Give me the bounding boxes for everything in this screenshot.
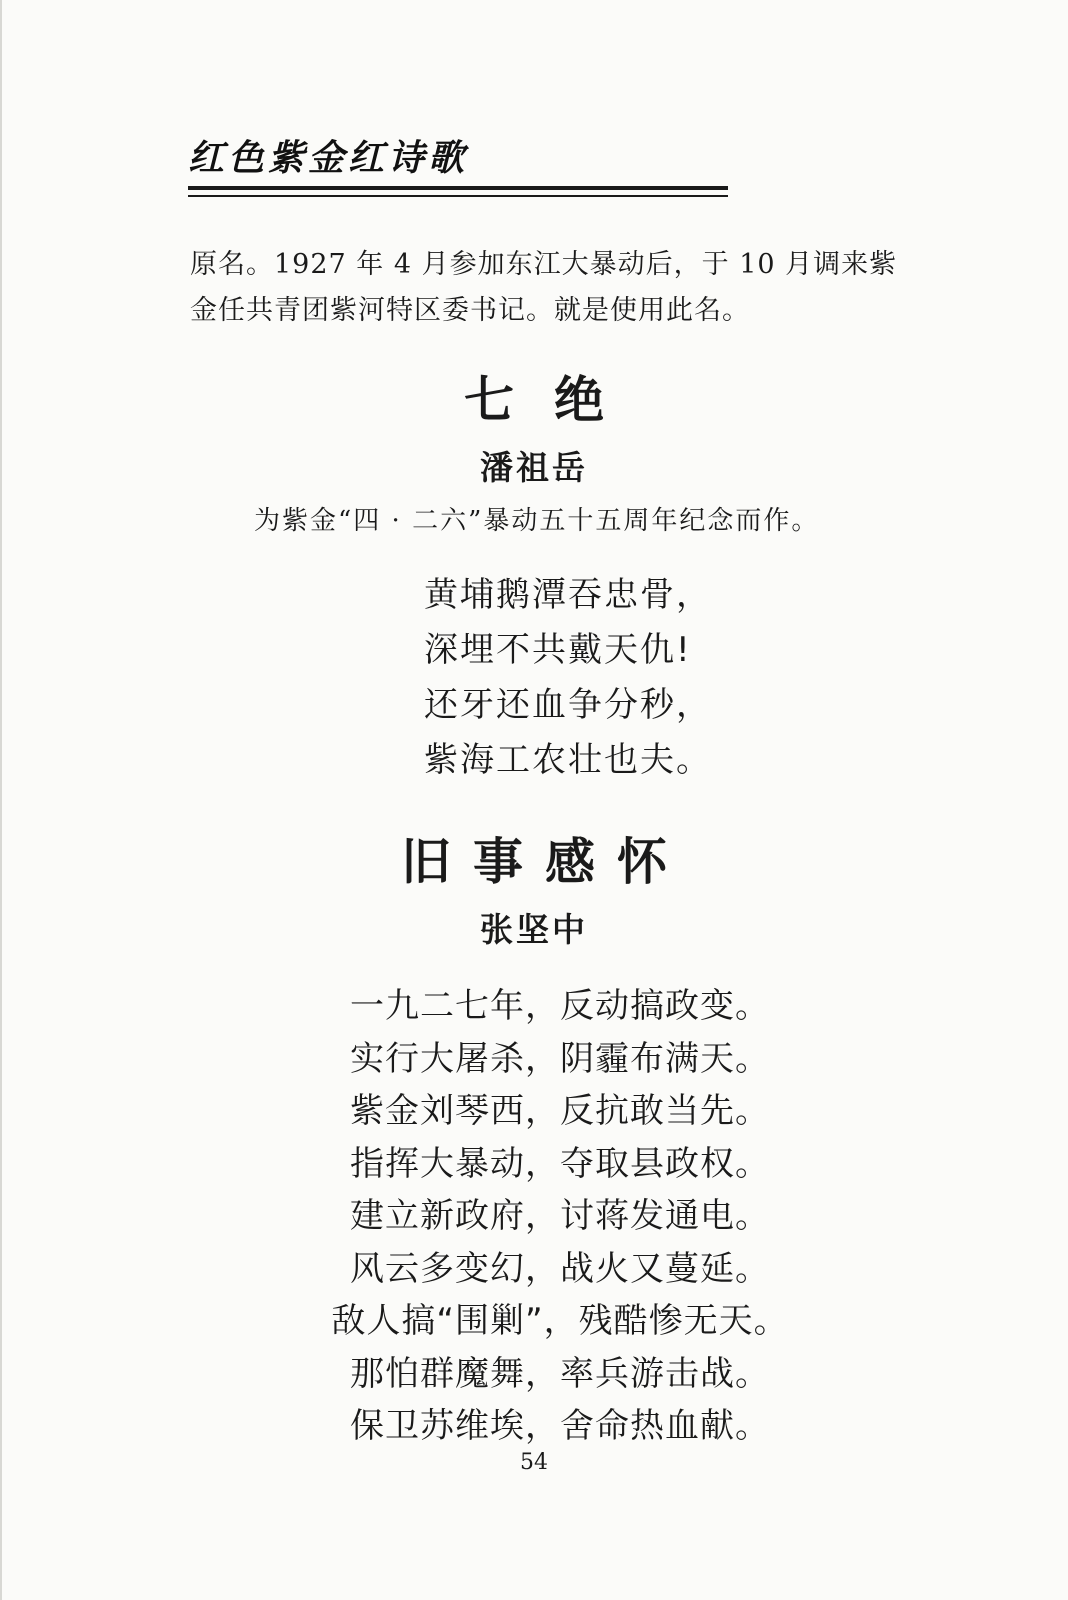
poem-title: 旧事感怀 [401,833,689,891]
poem-line: 敌人搞“围剿”，残酷惨无天。 [331,1301,789,1341]
poem-body [300,980,820,1453]
poem-line: 那怕群魔舞，率兵游击战。 [350,1353,770,1394]
poem-line: 风云多变幻，战火又蔓延。 [350,1248,770,1289]
poem-line: 指挥大暴动，夺取县政权。 [350,1143,770,1184]
prose-line: 金任共青团紫河特区委书记。就是使用此名。 [190,295,750,326]
poem-line: 实行大屠杀，阴霾布满天。 [350,1038,770,1079]
page-edge [0,0,2,1600]
poem-line: 紫海工农壮也夫。 [424,740,712,780]
poem-body [424,568,712,788]
poem-line: 一九二七年，反动搞政变。 [350,986,770,1026]
poem-line: 建立新政府，讨蒋发通电。 [350,1196,770,1236]
poem-line: 黄埔鹅潭吞忠骨， [424,575,712,615]
poem-line: 保卫苏维埃，舍命热血献。 [350,1406,770,1446]
poem-line: 深埋不共戴天仇! [424,630,692,670]
poem-title: 七绝 [464,371,644,429]
poem-line: 紫金刘琴西，反抗敢当先。 [350,1091,770,1131]
prose-line: 原名。1927 年 4 月参加东江大暴动后，于 10 月调来紫 [190,249,898,280]
header-rule-thick [188,186,728,190]
header-rule-thin [188,195,728,197]
page-number: 54 [520,1450,548,1475]
poem-subtitle: 为紫金“四 · 二六”暴动五十五周年纪念而作。 [254,506,820,536]
poem-line: 还牙还血争分秒， [424,685,712,725]
running-head: 红色紫金红诗歌 [188,137,469,179]
poem-author: 张坚中 [480,910,588,949]
prose-paragraph [190,242,990,334]
poem-author: 潘祖岳 [480,448,588,487]
